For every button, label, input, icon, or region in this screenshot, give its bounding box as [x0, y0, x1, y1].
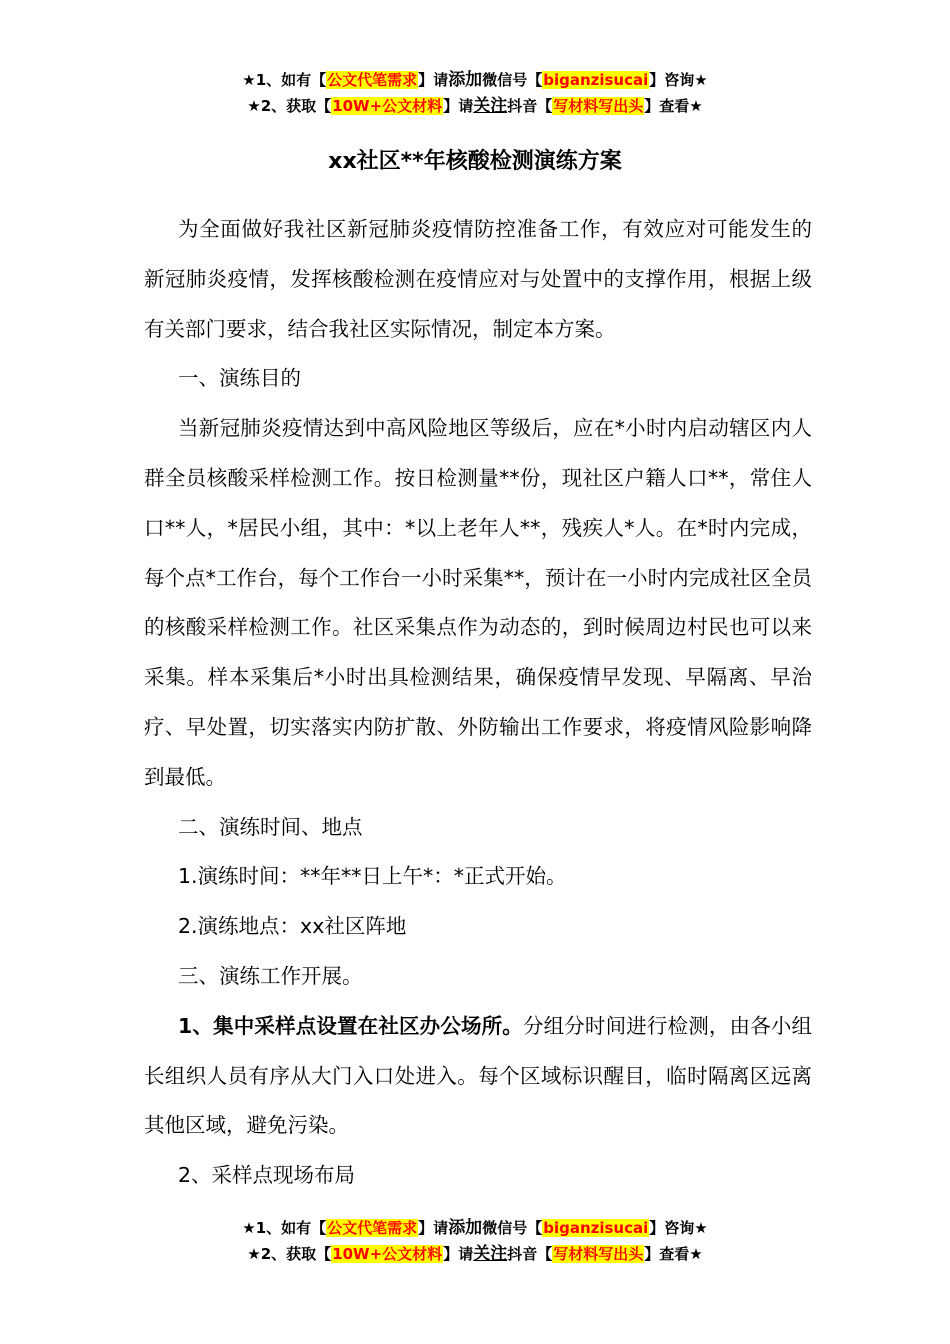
banner-line-2: [0, 1241, 950, 1267]
banner-line-1: [0, 1215, 950, 1241]
highlight-writing-service: 公文代笔需求: [327, 1219, 418, 1237]
section-heading: 一、演练目的: [178, 366, 301, 391]
list-item: 2.演练地点：xx社区阵地: [178, 914, 407, 939]
banner-text: ★2、获取【: [247, 97, 332, 115]
banner-text: 抖音【: [507, 97, 553, 115]
highlight-wechat-id: biganzisucai: [543, 1219, 649, 1237]
banner-line-2: [0, 93, 950, 119]
banner-emphasis: 添加: [448, 1218, 483, 1238]
header-banner: [0, 67, 950, 119]
document-title: xx社区**年核酸检测演练方案: [328, 149, 622, 174]
section-heading: 二、演练时间、地点: [178, 814, 363, 839]
highlight-wechat-id: biganzisucai: [543, 71, 649, 89]
banner-emphasis: 关注: [473, 96, 508, 116]
banner-text: 抖音【: [507, 1245, 553, 1263]
banner-text: 】咨询★: [649, 1219, 708, 1237]
banner-text: 】查看★: [644, 97, 703, 115]
highlight-materials: 10W+公文材料: [332, 97, 443, 115]
banner-text: 】请: [443, 1245, 474, 1263]
bold-lead: 1、集中采样点设置在社区办公场所。: [178, 1013, 523, 1038]
document-body: [144, 205, 812, 1201]
banner-text: 】请: [418, 1219, 449, 1237]
highlight-writing-service: 公文代笔需求: [327, 71, 418, 89]
banner-text: 】查看★: [644, 1245, 703, 1263]
list-item: 1.演练时间：**年**日上午*：*正式开始。: [178, 864, 567, 889]
section-paragraph: [144, 1002, 812, 1151]
banner-text: ★2、获取【: [247, 1245, 332, 1263]
intro-paragraph: 为全面做好我社区新冠肺炎疫情防控准备工作，有效应对可能发生的新冠肺炎疫情，发挥核酸检测在疫情应对与处置中的支撑作用，根据上级有关部门要求，结合我社区实际情况，制定本方案。: [144, 217, 812, 341]
banner-text: 微信号【: [482, 1219, 543, 1237]
list-item: 2、采样点现场布局: [178, 1163, 356, 1188]
footer-banner: [0, 1215, 950, 1267]
section-paragraph: 当新冠肺炎疫情达到中高风险地区等级后，应在*小时内启动辖区内人群全员核酸采样检测工作。按日检测量**份，现社区户籍人口**，常住人口**人，*居民小组，其中：*以上老年人**，残疾人*人。在*时内完成，每个点*工作台，每个工作台一小时采集**，预计在一小时内完成社区全员的核酸采样检测工作。社区采集点作为动态的，到时候周边村民也可以来采集。样本采集后*小时出具检测结果，确保疫情早发现、早隔离、早治疗、早处置，切实落实内防扩散、外防输出工作要求，将疫情风险影响降到最低。: [144, 416, 812, 789]
paragraph-text: 分组分时间进行检测，由各小组长组织人员有序从大门入口处进入。每个区域标识醒目，临时隔离区远离其他区域，避免污染。: [144, 1013, 813, 1138]
banner-line-1: [0, 67, 950, 93]
banner-emphasis: 添加: [448, 70, 483, 90]
banner-text: ★1、如有【: [242, 1219, 327, 1237]
section-heading: 三、演练工作开展。: [178, 963, 363, 988]
highlight-douyin-account: 写材料写出头: [553, 1245, 644, 1263]
banner-text: 微信号【: [482, 71, 543, 89]
highlight-douyin-account: 写材料写出头: [553, 97, 644, 115]
banner-text: 】请: [443, 97, 474, 115]
highlight-materials: 10W+公文材料: [332, 1245, 443, 1263]
banner-text: 】请: [418, 71, 449, 89]
banner-emphasis: 关注: [473, 1244, 508, 1264]
banner-text: 】咨询★: [649, 71, 708, 89]
banner-text: ★1、如有【: [242, 71, 327, 89]
